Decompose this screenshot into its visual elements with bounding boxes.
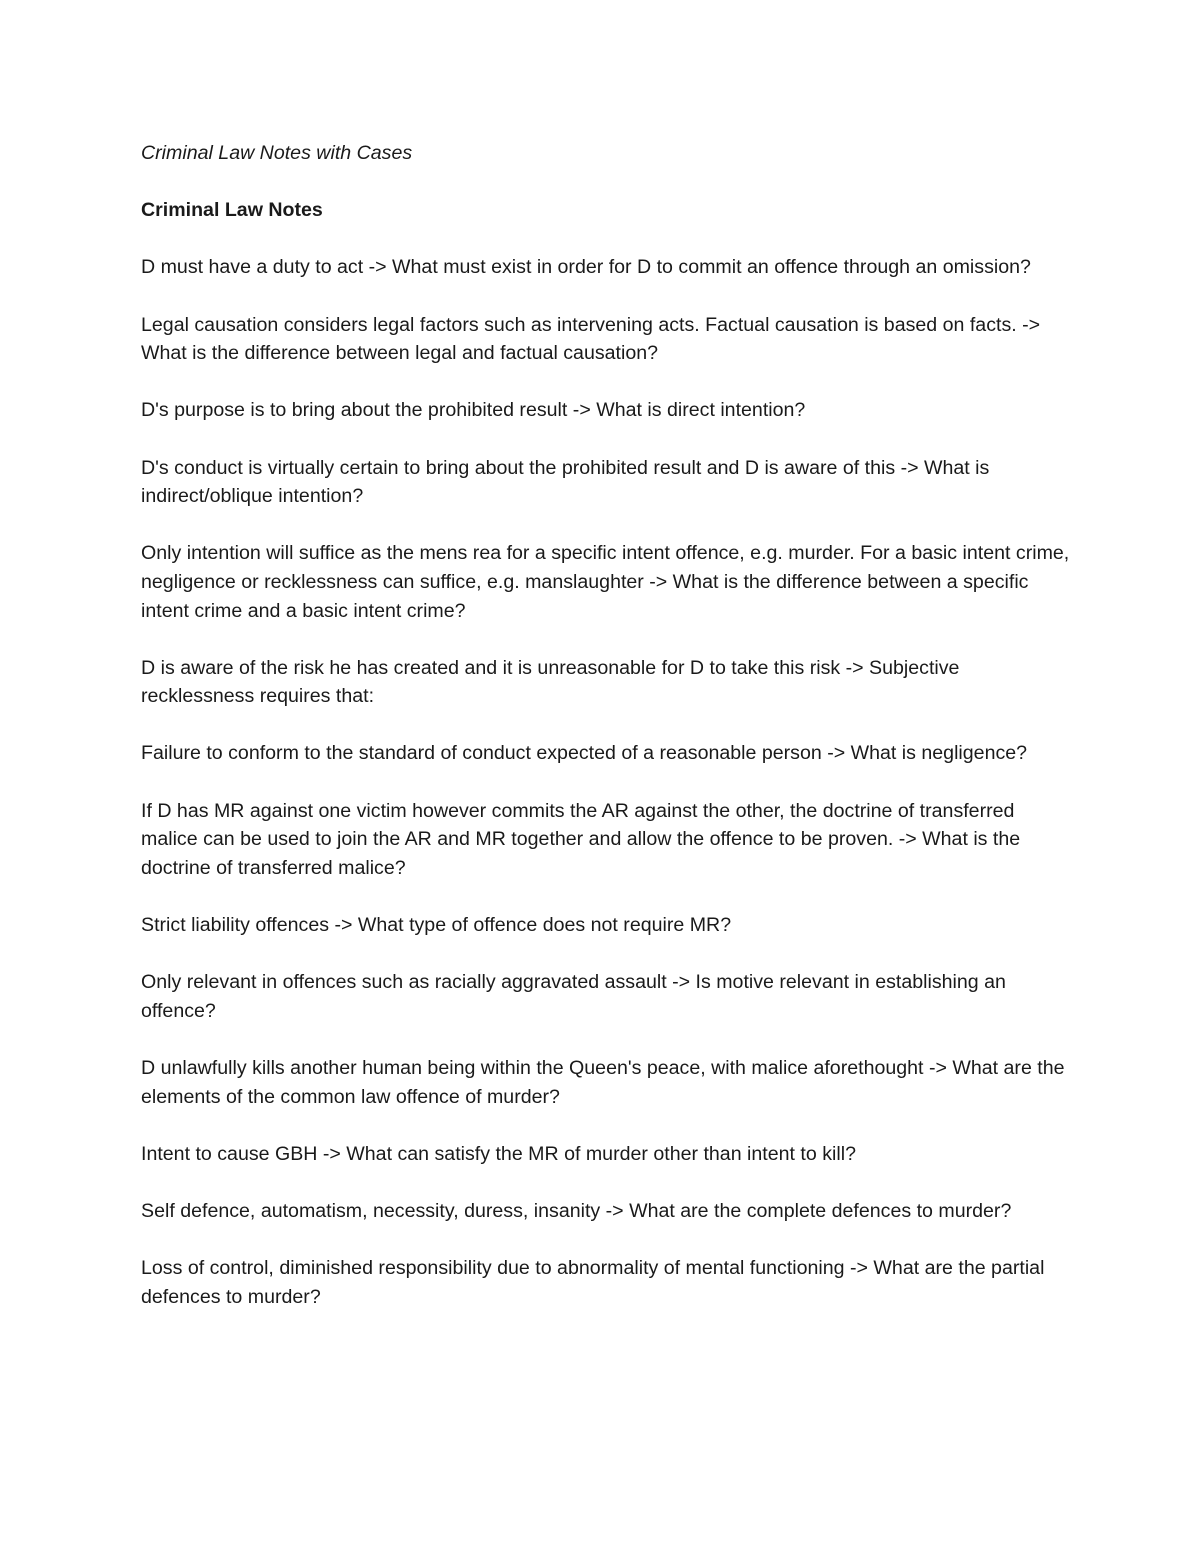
paragraph-murder-mr: Intent to cause GBH -> What can satisfy the MR of murder other than intent to kill? (141, 1142, 856, 1165)
paragraph-duty-to-act: D must have a duty to act -> What must exist in order for D to commit an offence through an omission? (141, 256, 1031, 279)
section-heading: Criminal Law Notes (141, 199, 323, 222)
document-title: Criminal Law Notes with Cases (141, 142, 413, 164)
paragraph-strict-liability: Strict liability offences -> What type of offence does not require MR? (141, 914, 732, 937)
paragraph-negligence: Failure to conform to the standard of conduct expected of a reasonable person -> What is negligence? (141, 742, 1028, 765)
paragraph-oblique-intention: D's conduct is virtually certain to bring about the prohibited result and D is aware of this -> What is indirect/oblique intention? (141, 456, 990, 508)
paragraph-complete-defences: Self defence, automatism, necessity, duress, insanity -> What are the complete defences to murder? (141, 1199, 1012, 1222)
paragraph-subjective-recklessness: D is aware of the risk he has created and it is unreasonable for D to take this risk -> Subjective recklessness requires that: (141, 656, 960, 708)
paragraph-transferred-malice: If D has MR against one victim however commits the AR against the other, the doctrine of transferred malice can be used to join the AR and MR together and allow the offence to be proven. -> What is the doctrine of transferred malice? (141, 799, 1021, 879)
paragraph-motive: Only relevant in offences such as racially aggravated assault -> Is motive relevant in establishing an offence? (141, 971, 1006, 1022)
document-body (141, 139, 1071, 1311)
paragraph-partial-defences: Loss of control, diminished responsibility due to abnormality of mental functioning -> What are the partial defences to murder? (141, 1257, 1045, 1308)
paragraph-murder-elements: D unlawfully kills another human being within the Queen's peace, with malice aforethought -> What are the elements of the common law offence of murder? (141, 1057, 1065, 1108)
paragraph-causation: Legal causation considers legal factors such as intervening acts. Factual causation is based on facts. -> What is the difference between legal and factual causation? (141, 313, 1041, 365)
paragraph-specific-basic-intent: Only intention will suffice as the mens rea for a specific intent offence, e.g. murder. For a basic intent crime, negligence or recklessness can suffice, e.g. manslaughter -> What is the difference between a specific intent crime and a basic intent crime? (141, 542, 1070, 622)
paragraph-direct-intention: D's purpose is to bring about the prohibited result -> What is direct intention? (141, 399, 806, 422)
